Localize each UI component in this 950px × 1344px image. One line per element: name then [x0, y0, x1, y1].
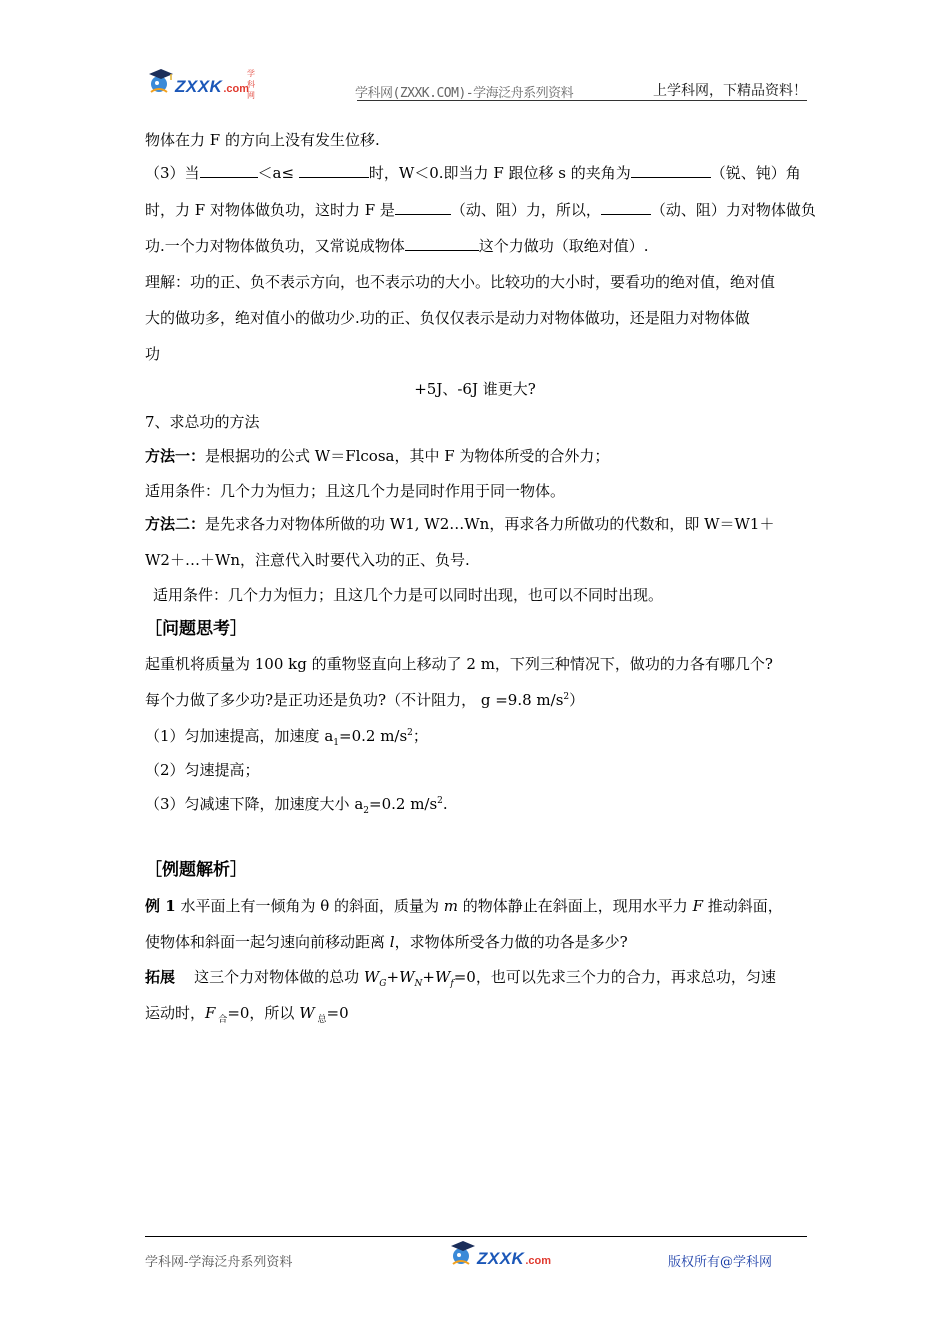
graduate-cap-icon	[145, 66, 175, 96]
method-label: 方法二：	[145, 515, 206, 533]
logo-domain: .com	[223, 83, 250, 95]
example-label: 例 1	[145, 897, 176, 915]
centered-question: +5J、-6J 谁更大?	[414, 380, 536, 398]
footer-series-title: 学科网-学海泛舟系列资料	[145, 1255, 293, 1270]
text-line: 适用条件：几个力为恒力；且这几个力是可以同时出现，也可以不同时出现。	[153, 586, 664, 604]
text-line: （1）匀加速提高，加速度 $a_1=0.2$ $m/s^2$；	[145, 727, 428, 748]
fill-blank[interactable]	[200, 163, 258, 178]
section-heading: ［问题思考］	[145, 619, 247, 639]
logo-domain: .com	[525, 1255, 552, 1267]
text-line: 例 1 水平面上有一倾角为 θ 的斜面，质量为 m 的物体静止在斜面上，现用水平力 F 推动斜面，	[145, 897, 783, 915]
logo-wordmark: ZXXK	[477, 1249, 525, 1268]
page-header	[145, 66, 807, 102]
footer-copyright[interactable]: 版权所有@学科网	[668, 1255, 773, 1270]
method-label: 方法一：	[145, 447, 206, 465]
footer-logo[interactable]	[447, 1238, 551, 1268]
text-line: 大的做功多，绝对值小的做功少.功的正、负仅仅表示是动力对物体做功，还是阻力对物体做	[145, 309, 750, 327]
text-line: （3）匀减速下降，加速度大小 $a_2=0.2$ $m/s^2$.	[145, 795, 448, 816]
text-line: 适用条件：几个力为恒力；且这几个力是同时作用于同一物体。	[145, 482, 566, 500]
text-line: 起重机将质量为 100 kg 的重物竖直向上移动了 2 m，下列三种情况下，做功的力各有哪几个?	[145, 655, 773, 673]
fill-blank[interactable]	[395, 200, 451, 215]
fill-blank[interactable]	[601, 200, 651, 215]
text-line: （3）当 ＜a≤ 时，W＜0.即当力 F 跟位移 s 的夹角为 （锐、钝）角	[145, 164, 801, 182]
fill-blank[interactable]	[405, 236, 479, 251]
section-heading: ［例题解析］	[145, 860, 247, 880]
text-line: 时，力 F 对物体做负功，这时力 F 是 （动、阻）力，所以， （动、阻）力对物体做负	[145, 201, 816, 219]
text-line: 使物体和斜面一起匀速向前移动距离 l，求物体所受各力做的功各是多少?	[145, 933, 628, 951]
text-line: 功	[145, 345, 161, 363]
header-slogan: 上学科网，下精品资料！	[653, 83, 807, 99]
text-line: （2）匀速提高；	[145, 761, 260, 779]
text-line: W2＋…＋Wn，注意代入时要代入功的正、负号.	[145, 551, 470, 569]
extension-label: 拓展	[145, 968, 176, 986]
text-line: 方法一：是根据功的公式 W＝Flcosa，其中 F 为物体所受的合外力；	[145, 447, 610, 465]
text-line: 拓展 这三个力对物体做的总功 $W_G+W_N+W_f=0$，也可以先求三个力的合力，再求总功，匀速	[145, 968, 776, 989]
header-rule	[357, 100, 807, 101]
logo-wordmark: ZXXK	[175, 77, 223, 96]
text-line: 方法二：是先求各力对物体所做的功 W1, W2…Wn，再求各力所做功的代数和，即 W＝W1＋	[145, 515, 775, 533]
text-line: 物体在力 F 的方向上没有发生位移.	[145, 131, 380, 149]
text-line: 理解：功的正、负不表示方向，也不表示功的大小。比较功的大小时，要看功的绝对值，绝对值	[145, 273, 776, 291]
logo-badge: 学科网	[247, 69, 255, 100]
text-line: 功.一个力对物体做负功，又常说成物体 这个力做功（取绝对值）.	[145, 237, 649, 255]
text-line: 运动时，F $_合$=0，所以 W $_总$=0	[145, 1004, 349, 1025]
site-logo[interactable]	[145, 66, 255, 100]
text-line: 7、求总功的方法	[145, 413, 260, 431]
text-line: 每个力做了多少功?是正功还是负功?（不计阻力， g =9.8 $m/s^2$）	[145, 691, 585, 709]
fill-blank[interactable]	[631, 163, 711, 178]
fill-blank[interactable]	[299, 163, 369, 178]
footer-rule	[145, 1236, 807, 1237]
header-site-title: 学科网(ZXXK.COM)-学海泛舟系列资料	[355, 86, 574, 101]
graduate-cap-icon	[447, 1238, 477, 1268]
